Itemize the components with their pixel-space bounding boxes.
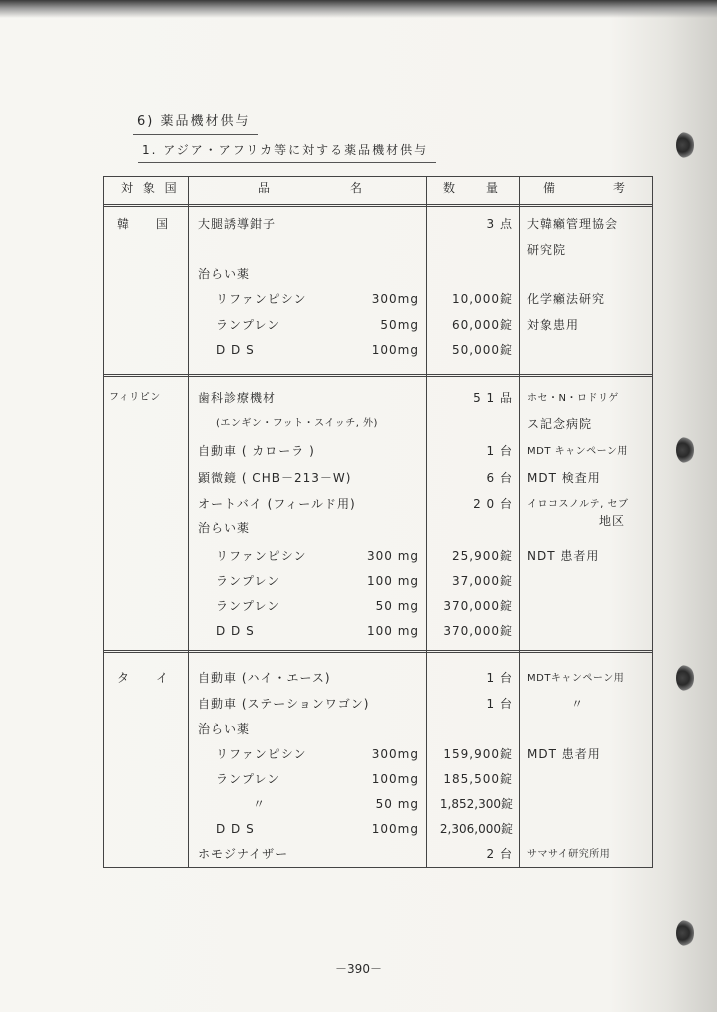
- item-name: リファンピシン: [216, 549, 307, 563]
- scan-top-shadow: [0, 0, 717, 18]
- philippines-divider: [103, 650, 653, 653]
- item-name: ランプレン: [216, 599, 281, 613]
- section-title-text: 6) 薬品機材供与: [137, 114, 251, 129]
- item-name: 治らい薬: [198, 722, 251, 736]
- item-name: ランプレン: [216, 772, 281, 786]
- item-name: ランプレン: [216, 318, 281, 332]
- item-remark: MDT 患者用: [527, 747, 601, 761]
- binder-ring-1: [676, 132, 694, 158]
- header-remarks-b: 考: [613, 181, 629, 195]
- item-remark: ス記念病院: [527, 417, 593, 431]
- item-dose: 50 mg: [375, 797, 419, 811]
- binder-ring-3: [676, 665, 694, 691]
- item-qty: 159,900錠: [443, 747, 513, 761]
- item-name: D D S: [216, 343, 255, 357]
- item-remark: NDT 患者用: [527, 549, 600, 563]
- header-qty-b: 量: [486, 181, 502, 195]
- item-dose: 100mg: [371, 343, 419, 357]
- item-name: 治らい薬: [198, 267, 251, 281]
- item-remark: MDTキャンペーン用: [527, 673, 625, 684]
- item-remark: MDT キャンペーン用: [527, 446, 628, 457]
- header-remarks-a: 備: [543, 181, 559, 195]
- item-remark: イロコスノルテ, セブ: [527, 499, 629, 510]
- item-name: 〃: [253, 797, 267, 811]
- item-qty: 5 1 品: [473, 391, 513, 405]
- item-name: D D S: [216, 822, 255, 836]
- sub-title: [142, 141, 428, 158]
- item-dose: 50mg: [380, 318, 419, 332]
- item-name: リファンピシン: [216, 747, 307, 761]
- binder-ring-4: [676, 920, 694, 946]
- item-dose: 300mg: [371, 747, 419, 761]
- item-dose: 300 mg: [366, 549, 419, 563]
- item-dose: 50 mg: [375, 599, 419, 613]
- item-qty: 1 台: [486, 697, 513, 711]
- header-item-b: 名: [350, 181, 366, 195]
- country-philippines: フィリピン: [109, 392, 161, 403]
- item-remark: 対象患用: [527, 318, 580, 332]
- item-qty: 185,500錠: [443, 772, 513, 786]
- item-qty: 50,000錠: [452, 343, 513, 357]
- col-divider-2: [426, 176, 427, 868]
- page-number: －390－: [335, 962, 382, 976]
- binder-ring-2: [676, 437, 694, 463]
- item-qty: 1 台: [486, 444, 513, 458]
- item-qty: 1 台: [486, 671, 513, 685]
- supply-table: [103, 176, 653, 868]
- item-qty: 3 点: [486, 217, 513, 231]
- item-qty: 370,000錠: [443, 599, 513, 613]
- item-name: 大腿誘導鉗子: [198, 217, 277, 231]
- section-title-underline: [133, 134, 258, 135]
- item-qty: 10,000錠: [452, 292, 513, 306]
- item-name: 顕微鏡 ( CHB－213－W): [198, 471, 352, 485]
- item-qty: 2,306,000錠: [439, 822, 513, 836]
- country-thailand: タ イ: [117, 671, 170, 685]
- item-remark: ホセ・N・ロドリゲ: [527, 393, 619, 404]
- item-qty: 25,900錠: [452, 549, 513, 563]
- sub-title-text: 1. アジア・アフリカ等に対する薬品機材供与: [142, 143, 429, 157]
- col-divider-3: [519, 176, 520, 868]
- item-name: (エンギン・フット・スイッチ, 外): [216, 418, 378, 429]
- korea-divider: [103, 374, 653, 377]
- item-remark: 地区: [599, 514, 626, 528]
- section-title: [137, 110, 250, 129]
- header-qty-a: 数: [443, 181, 459, 195]
- item-qty: 6 台: [486, 471, 513, 485]
- item-qty: 60,000錠: [452, 318, 513, 332]
- col-divider-1: [188, 176, 189, 868]
- item-name: ホモジナイザー: [198, 847, 289, 861]
- item-dose: 300mg: [371, 292, 419, 306]
- item-remark: サマサイ研究所用: [527, 849, 611, 860]
- item-remark: 化学癩法研究: [527, 292, 606, 306]
- item-name: 自動車 (ステーションワゴン): [198, 697, 370, 711]
- item-name: 自動車 ( カローラ ): [198, 444, 315, 458]
- item-qty: 2 0 台: [473, 497, 513, 511]
- header-country: 対 象 国: [121, 181, 180, 195]
- sub-title-underline: [138, 162, 436, 163]
- item-name: オートバイ (フィールド用): [198, 497, 356, 511]
- item-remark: 〃: [571, 697, 585, 711]
- item-remark: 大韓癩管理協会: [527, 217, 619, 231]
- item-dose: 100mg: [371, 772, 419, 786]
- item-dose: 100 mg: [366, 624, 419, 638]
- item-qty: 1,852,300錠: [439, 797, 513, 811]
- table-border: [103, 176, 653, 868]
- item-name: リファンピシン: [216, 292, 307, 306]
- header-divider: [103, 204, 653, 207]
- item-name: 歯科診療機材: [198, 391, 277, 405]
- item-dose: 100mg: [371, 822, 419, 836]
- item-qty: 37,000錠: [452, 574, 513, 588]
- item-qty: 2 台: [486, 847, 513, 861]
- item-qty: 370,000錠: [443, 624, 513, 638]
- item-name: D D S: [216, 624, 255, 638]
- item-remark: MDT 検査用: [527, 471, 601, 485]
- item-dose: 100 mg: [366, 574, 419, 588]
- item-name: 治らい薬: [198, 521, 251, 535]
- item-remark: 研究院: [527, 243, 567, 257]
- item-name: ランプレン: [216, 574, 281, 588]
- country-korea: 韓 国: [117, 217, 170, 231]
- header-item-a: 品: [258, 181, 274, 195]
- item-name: 自動車 (ハイ・エース): [198, 671, 331, 685]
